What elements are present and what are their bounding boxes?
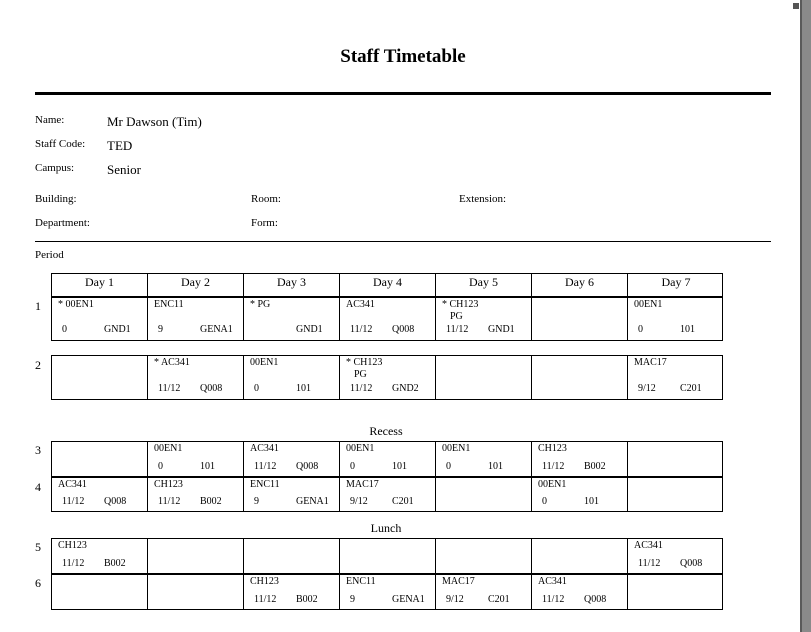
period-number: 1 (35, 299, 41, 313)
class-code: AC341 (634, 540, 663, 551)
name-label: Name: (35, 114, 65, 126)
room-code: C201 (488, 594, 510, 605)
class-code: 00EN1 (250, 357, 279, 368)
year-group: 9/12 (446, 594, 464, 605)
timetable-cell (436, 575, 532, 609)
room-code: 101 (488, 461, 503, 472)
room-code: Q008 (200, 383, 223, 394)
year-group: 0 (254, 383, 259, 394)
campus-value: Senior (107, 162, 141, 177)
class-code: * AC341 (154, 357, 190, 368)
room-code: GENA1 (200, 324, 233, 335)
day-heading-row (51, 273, 723, 297)
timetable-cell (148, 442, 244, 476)
timetable-cell (52, 298, 148, 340)
year-group: 11/12 (638, 558, 661, 569)
lunch-label: Lunch (370, 521, 402, 535)
timetable-cell (244, 575, 340, 609)
campus-label: Campus: (35, 162, 75, 174)
timetable-cell (532, 356, 628, 399)
room-code: 101 (584, 496, 599, 507)
window-frame-right (800, 0, 811, 632)
timetable-cell (52, 356, 148, 399)
room-code: C201 (392, 496, 414, 507)
class-note: PG (450, 311, 463, 322)
recess-label: Recess (369, 424, 403, 438)
timetable-cell (148, 539, 244, 573)
class-code: CH123 (538, 443, 567, 454)
timetable-cell (52, 442, 148, 476)
timetable-cell (436, 478, 532, 511)
room-code: B002 (584, 461, 606, 472)
timetable-cell (436, 442, 532, 476)
class-code: 00EN1 (538, 479, 567, 490)
year-group: 0 (638, 324, 643, 335)
timetable-cell (628, 442, 724, 476)
year-group: 11/12 (254, 594, 277, 605)
class-code: * PG (250, 299, 271, 310)
room-code: 101 (296, 383, 311, 394)
year-group: 11/12 (350, 383, 373, 394)
class-code: AC341 (538, 576, 567, 587)
room-code: GND1 (296, 324, 323, 335)
period-number: 3 (35, 443, 41, 457)
room-code: Q008 (680, 558, 703, 569)
timetable-cell (244, 442, 340, 476)
staff-code-value: TED (107, 138, 133, 153)
title-divider (35, 92, 771, 95)
timetable-cell (340, 442, 436, 476)
timetable-cell (628, 298, 724, 340)
day-heading: Day 3 (244, 274, 340, 296)
room-code: GENA1 (392, 594, 425, 605)
timetable-cell (628, 356, 724, 399)
room-code: B002 (200, 496, 222, 507)
room-code: GND1 (104, 324, 131, 335)
year-group: 0 (158, 461, 163, 472)
extension-label: Extension: (459, 193, 507, 205)
timetable-cell (340, 298, 436, 340)
timetable-cell (52, 478, 148, 511)
period-row (51, 538, 723, 574)
timetable-cell (340, 539, 436, 573)
year-group: 11/12 (158, 496, 181, 507)
year-group: 0 (350, 461, 355, 472)
room-code: B002 (296, 594, 318, 605)
year-group: 11/12 (254, 461, 277, 472)
class-code: MAC17 (634, 357, 667, 368)
room-code: Q008 (392, 324, 415, 335)
staff-code-label: Staff Code: (35, 138, 86, 150)
period-number: 6 (35, 576, 41, 590)
day-heading: Day 6 (532, 274, 628, 296)
room-code: B002 (104, 558, 126, 569)
class-code: AC341 (58, 479, 87, 490)
timetable-cell (148, 478, 244, 511)
class-code: 00EN1 (346, 443, 375, 454)
timetable-cell (628, 575, 724, 609)
room-code: 101 (680, 324, 695, 335)
timetable-cell (52, 575, 148, 609)
timetable-cell (148, 575, 244, 609)
period-row (51, 441, 723, 477)
timetable-cell (532, 298, 628, 340)
timetable-cell (244, 298, 340, 340)
period-row (51, 355, 723, 400)
year-group: 9 (254, 496, 259, 507)
timetable-cell (436, 356, 532, 399)
timetable-cell (532, 575, 628, 609)
timetable-cell (244, 539, 340, 573)
year-group: 0 (62, 324, 67, 335)
class-note: PG (354, 369, 367, 380)
year-group: 11/12 (158, 383, 181, 394)
year-group: 9 (158, 324, 163, 335)
class-code: CH123 (250, 576, 279, 587)
class-code: ENC11 (346, 576, 376, 587)
name-value: Mr Dawson (Tim) (107, 114, 202, 129)
info-divider (35, 241, 771, 242)
day-heading: Day 7 (661, 275, 691, 289)
timetable-cell (148, 298, 244, 340)
room-code: GND1 (488, 324, 515, 335)
class-code: MAC17 (442, 576, 475, 587)
timetable-cell (340, 478, 436, 511)
room-code: 101 (200, 461, 215, 472)
class-code: * 00EN1 (58, 299, 94, 310)
timetable-cell (532, 478, 628, 511)
period-row (51, 574, 723, 610)
day-heading: Day 4 (340, 274, 436, 296)
timetable-cell (52, 539, 148, 573)
class-code: MAC17 (346, 479, 379, 490)
year-group: 9/12 (638, 383, 656, 394)
building-label: Building: (35, 193, 77, 205)
period-number: 2 (35, 358, 41, 372)
class-code: AC341 (346, 299, 375, 310)
year-group: 9 (350, 594, 355, 605)
period-label: Period (35, 249, 64, 261)
class-code: 00EN1 (154, 443, 183, 454)
day-heading: Day 1 (52, 274, 148, 296)
year-group: 11/12 (350, 324, 373, 335)
window-frame-corner (793, 3, 799, 9)
class-code: * CH123 (442, 299, 479, 310)
room-code: C201 (680, 383, 702, 394)
room-code: GENA1 (296, 496, 329, 507)
class-code: * CH123 (346, 357, 383, 368)
timetable-cell (244, 356, 340, 399)
timetable-cell (436, 539, 532, 573)
room-code: GND2 (392, 383, 419, 394)
year-group: 11/12 (62, 558, 85, 569)
timetable-cell (340, 356, 436, 399)
year-group: 11/12 (542, 461, 565, 472)
period-number: 5 (35, 540, 41, 554)
room-code: Q008 (584, 594, 607, 605)
period-row (51, 297, 723, 341)
timetable-cell (532, 442, 628, 476)
class-code: ENC11 (250, 479, 280, 490)
class-code: 00EN1 (634, 299, 663, 310)
room-code: Q008 (104, 496, 127, 507)
year-group: 11/12 (62, 496, 85, 507)
class-code: 00EN1 (442, 443, 471, 454)
year-group: 11/12 (542, 594, 565, 605)
timetable-cell (340, 575, 436, 609)
year-group: 9/12 (350, 496, 368, 507)
department-label: Department: (35, 217, 90, 229)
class-code: ENC11 (154, 299, 184, 310)
room-label: Room: (251, 193, 281, 205)
timetable-cell (532, 539, 628, 573)
timetable-cell (436, 298, 532, 340)
timetable-cell (244, 478, 340, 511)
day-heading: Day 2 (148, 274, 244, 296)
page-title: Staff Timetable (340, 46, 466, 67)
year-group: 0 (542, 496, 547, 507)
year-group: 0 (446, 461, 451, 472)
timetable-cell (628, 539, 724, 573)
class-code: AC341 (250, 443, 279, 454)
room-code: Q008 (296, 461, 319, 472)
timetable-cell (148, 356, 244, 399)
class-code: CH123 (58, 540, 87, 551)
timetable-cell (628, 478, 724, 511)
period-number: 4 (35, 480, 41, 494)
class-code: CH123 (154, 479, 183, 490)
year-group: 11/12 (446, 324, 469, 335)
form-label: Form: (251, 217, 278, 229)
room-code: 101 (392, 461, 407, 472)
day-heading: Day 5 (436, 274, 532, 296)
period-row (51, 477, 723, 512)
